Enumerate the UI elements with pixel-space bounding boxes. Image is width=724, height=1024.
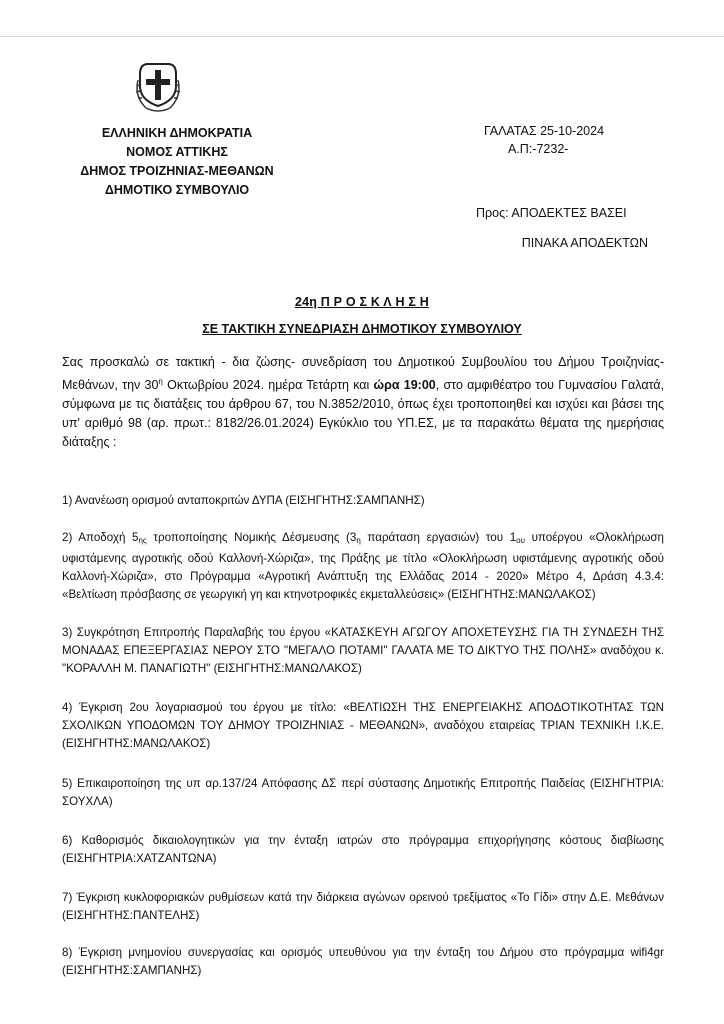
recipients-line-1: Προς: ΑΠΟΔΕΚΤΕΣ ΒΑΣΕΙ xyxy=(476,206,627,220)
agenda-item-2-text-d: υποέργου «Ολοκλήρωση υφιστάμενης αγροτικής οδού Καλλονή-Χώριζα», της Πράξης με τίτλο «Ολοκλήρωση υφιστάμενης αγροτικής οδού Καλλονή-Χώριζα», στο Πρόγραμμα «Αγροτική Ανάπτυξη της Ελλάδας 2014 - 2020» Μέτρο 4, Δράση 4.3.4: «Βελτίωση πρόσβασης σε γεωργική γη και κτηνοτροφικές εκμεταλλεύσεις» (ΕΙΣΗΓΗΤΗΣ:ΜΑΝΩΛΑΚΟΣ) xyxy=(62,531,665,601)
recipients-block xyxy=(476,204,648,252)
intro-sup: η xyxy=(158,377,163,386)
issuer-municipality: ΔΗΜΟΣ ΤΡΟΙΖΗΝΙΑΣ-ΜΕΘΑΝΩΝ xyxy=(80,164,274,178)
agenda-item-2-text-c: παράταση εργασιών) του 1 xyxy=(360,531,517,544)
session-title: ΣΕ ΤΑΚΤΙΚΗ ΣΥΝΕΔΡΙΑΣΗ ΔΗΜΟΤΙΚΟΥ ΣΥΜΒΟΥΛΙΟΥ xyxy=(202,322,522,336)
agenda-item-3: 3) Συγκρότηση Επιτροπής Παραλαβής του έργου «ΚΑΤΑΣΚΕΥΗ ΑΓΩΓΟΥ ΑΠΟΧΕΤΕΥΣΗΣ ΓΙΑ ΤΗ ΣΥΝΔΕΣΗ ΤΗΣ ΜΟΝΑΔΑΣ ΕΠΕΞΕΡΓΑΣΙΑΣ ΝΕΡΟΥ ΣΤΟ "ΜΕΓΑΛΟ ΠΟΤΑΜΙ" ΓΑΛΑΤΑ ΜΕ ΤΟ ΔΙΚΤΥΟ ΤΗΣ ΠΟΛΗΣ» αναδόχου κ. "ΚΟΡΑΛΛΗ Μ. ΠΑΝΑΓΙΩΤΗ" (ΕΙΣΗΓΗΤΗΣ:ΜΑΝΩΛΑΚΟΣ) xyxy=(62,626,664,675)
agenda-item-2-text-a: 2) Αποδοχή 5 xyxy=(62,531,139,544)
agenda-item-2-sub-3: ου xyxy=(516,536,525,545)
issuer-prefecture: ΝΟΜΟΣ ΑΤΤΙΚΗΣ xyxy=(126,145,228,159)
agenda-item-4: 4) Έγκριση 2ου λογαριασμού του έργου με τίτλο: «ΒΕΛΤΙΩΣΗ ΤΗΣ ΕΝΕΡΓΕΙΑΚΗΣ ΑΠΟΔΟΤΙΚΟΤΗΤΑΣ ΤΩΝ ΣΧΟΛΙΚΩΝ ΥΠΟΔΟΜΩΝ ΤΟΥ ΔΗΜΟΥ ΤΡΟΙΖΗΝΙΑΣ - ΜΕΘΑΝΩΝ», αναδόχου εταιρείας ΤΡΙΑΝ ΤΕΧΝΙΚΗ Ι.Κ.Ε. (ΕΙΣΗΓΗΤΗΣ:ΜΑΝΩΛΑΚΟΣ) xyxy=(62,701,664,750)
date-protocol-block xyxy=(484,122,604,158)
issuer-block xyxy=(62,124,292,200)
agenda-item-2 xyxy=(62,529,664,604)
issuer-country: ΕΛΛΗΝΙΚΗ ΔΗΜΟΚΡΑΤΙΑ xyxy=(101,126,253,140)
invitation-title: 24η Π Ρ Ο Σ Κ Λ Η Σ Η xyxy=(294,295,430,309)
agenda-item-2-text-b: τροποποίησης Νομικής Δέσμευσης (3 xyxy=(146,531,357,544)
intro-paragraph xyxy=(62,353,664,452)
agenda-item-2-sub-1: ης xyxy=(138,536,147,545)
protocol-number: Α.Π:-7232- xyxy=(508,142,569,156)
intro-text-2: Οκτωβρίου 2024. ημέρα Τετάρτη και xyxy=(162,378,374,392)
agenda-item-7: 7) Έγκριση κυκλοφοριακών ρυθμίσεων κατά την διάρκεια αγώνων ορεινού τρεξίματος «Το Γίδι» στην Δ.Ε. Μεθάνων (ΕΙΣΗΓΗΤΗΣ:ΠΑΝΤΕΛΗΣ) xyxy=(62,891,664,922)
agenda-item-2-sub-2: η xyxy=(356,536,361,545)
recipients-line-2: ΠΙΝΑΚΑ ΑΠΟΔΕΚΤΩΝ xyxy=(521,236,648,250)
intro-text-3: , στο αμφιθέατρο του Γυμνασίου Γαλατά, σύμφωνα με τις διατάξεις του άρθρου 67, του Ν.3852/2010, όπως έχει τροποποιηθεί και ισχύει και βάσει της υπ' αριθμό 98 (αρ. πρωτ.: 8182/26.01.2024) Εγκύκλιο του ΥΠ.ΕΣ, με τα παρακάτω θέματα της ημερήσιας διάταξης : xyxy=(62,378,665,449)
agenda-item-5: 5) Επικαιροποίηση της υπ αρ.137/24 Απόφασης ΔΣ περί σύστασης Δημοτικής Επιτροπής Παιδείας (ΕΙΣΗΓΗΤΡΙΑ: ΣΟΥΧΛΑ) xyxy=(62,777,664,808)
issuer-council: ΔΗΜΟΤΙΚΟ ΣΥΜΒΟΥΛΙΟ xyxy=(104,183,250,197)
document-date: ΓΑΛΑΤΑΣ 25-10-2024 xyxy=(484,124,605,138)
intro-text-1: Σας προσκαλώ σε τακτική - δια ζώσης- συνεδρίαση του Δημοτικού Συμβουλίου του Δήμου Τροιζηνίας-Μεθάνων, την 30 xyxy=(62,355,664,392)
agenda-list xyxy=(62,492,664,980)
greek-coat-of-arms-icon xyxy=(134,60,182,114)
agenda-item-6: 6) Καθορισμός δικαιολογητικών για την ένταξη ιατρών στο πρόγραμμα επιχορήγησης κόστους διαβίωσης (ΕΙΣΗΓΗΤΡΙΑ:ΧΑΤΖΑΝΤΩΝΑ) xyxy=(62,834,664,865)
agenda-item-8: 8) Έγκριση μνημονίου συνεργασίας και ορισμός υπευθύνου για την ένταξη του Δήμου στο πρόγραμμα wifi4gr (ΕΙΣΗΓΗΤΗΣ:ΣΑΜΠΑΝΗΣ) xyxy=(62,946,664,977)
agenda-item-1: 1) Ανανέωση ορισμού ανταποκριτών ΔΥΠΑ (ΕΙΣΗΓΗΤΗΣ:ΣΑΜΠΑΝΗΣ) xyxy=(62,494,425,507)
meeting-time: ώρα 19:00 xyxy=(373,378,436,392)
scan-edge-line xyxy=(0,36,724,37)
